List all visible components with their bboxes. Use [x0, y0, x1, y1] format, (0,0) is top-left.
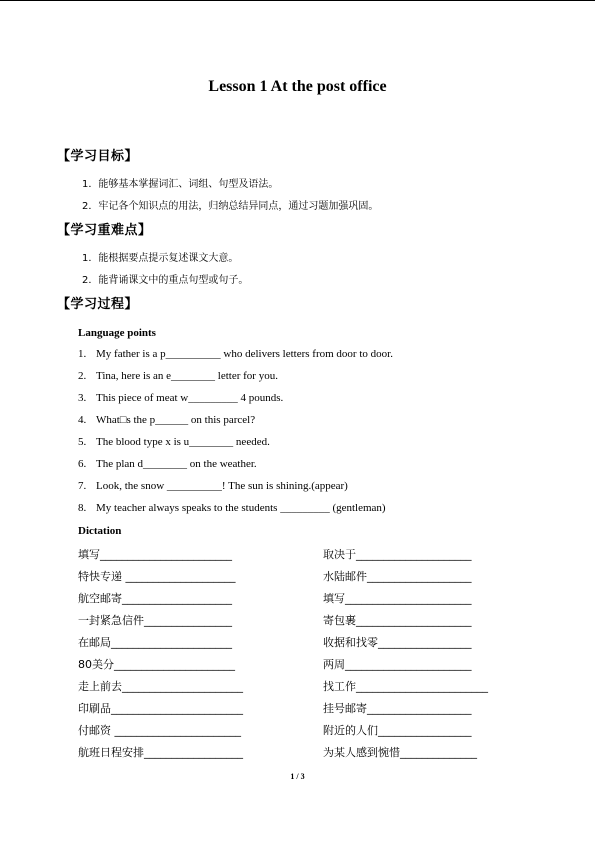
language-point-num: 3. [78, 392, 87, 404]
dictation-item: 80美分______________________ [78, 658, 235, 671]
language-point-num: 6. [78, 458, 87, 470]
language-point-text: My father is a p__________ who delivers letters from door to door. [96, 348, 393, 360]
language-point-text: What□s the p______ on this parcel? [96, 414, 256, 426]
language-point [78, 370, 278, 382]
goal-item-1: 1．能够基本掌握词汇、词组、句型及语法。 [82, 179, 279, 190]
dictation-item: 填写________________________ [78, 548, 232, 561]
language-point-text: This piece of meat w_________ 4 pounds. [96, 392, 284, 404]
dictation-item: 付邮资 _______________________ [78, 724, 241, 737]
language-point-num: 7. [78, 480, 87, 492]
language-point [78, 436, 270, 448]
dictation-item: 走上前去______________________ [78, 680, 243, 693]
top-rule [0, 0, 595, 1]
dictation-item: 附近的人们_________________ [323, 724, 472, 737]
dictation-label: Dictation [78, 525, 122, 537]
goal-item-2: 2．牢记各个知识点的用法，归纳总结异同点，通过习题加强巩固。 [82, 201, 379, 212]
dictation-item: 取决于_____________________ [323, 548, 472, 561]
language-point-text: The plan d________ on the weather. [96, 458, 257, 470]
heading-focus: 【学习重难点】 [57, 223, 152, 238]
dictation-item: 填写_______________________ [323, 592, 472, 605]
dictation-item: 为某人感到惋惜______________ [323, 746, 477, 759]
page-title: Lesson 1 At the post office [208, 78, 387, 95]
dictation-item: 航空邮寄____________________ [78, 592, 232, 605]
language-point-num: 4. [78, 414, 87, 426]
dictation-item: 在邮局______________________ [78, 636, 232, 649]
language-point-text: Look, the snow __________! The sun is shining.(appear) [96, 480, 348, 492]
dictation-item: 一封紧急信件________________ [78, 614, 232, 627]
language-point [78, 502, 386, 514]
dictation-item: 挂号邮寄___________________ [323, 702, 472, 715]
language-points-label: Language points [78, 327, 156, 339]
dictation-item: 两周_______________________ [323, 658, 472, 671]
language-point-num: 8. [78, 502, 87, 514]
focus-item-2: 2．能背诵课文中的重点句型或句子。 [82, 275, 249, 286]
language-point [78, 348, 393, 360]
language-point-text: The blood type x is u________ needed. [96, 436, 270, 448]
language-point [78, 480, 348, 492]
dictation-item: 水陆邮件___________________ [323, 570, 472, 583]
language-point-num: 5. [78, 436, 87, 448]
language-point-text: Tina, here is an e________ letter for you. [96, 370, 278, 382]
dictation-item: 寄包裹_____________________ [323, 614, 472, 627]
language-point-num: 1. [78, 348, 87, 360]
heading-process: 【学习过程】 [57, 297, 139, 312]
language-point-text: My teacher always speaks to the students _________ (gentleman) [96, 502, 386, 514]
dictation-item: 印刷品________________________ [78, 702, 243, 715]
dictation-item: 收据和找零_________________ [323, 636, 472, 649]
dictation-item: 特快专递 ____________________ [78, 570, 236, 583]
language-point [78, 392, 283, 404]
dictation-item: 航班日程安排__________________ [78, 746, 243, 759]
focus-item-1: 1．能根据要点提示复述课文大意。 [82, 253, 239, 264]
language-point [78, 414, 255, 426]
heading-goals: 【学习目标】 [57, 149, 139, 164]
page-number: 1 / 3 [290, 772, 305, 781]
language-point-num: 2. [78, 370, 87, 382]
language-point [78, 458, 257, 470]
dictation-item: 找工作________________________ [323, 680, 488, 693]
